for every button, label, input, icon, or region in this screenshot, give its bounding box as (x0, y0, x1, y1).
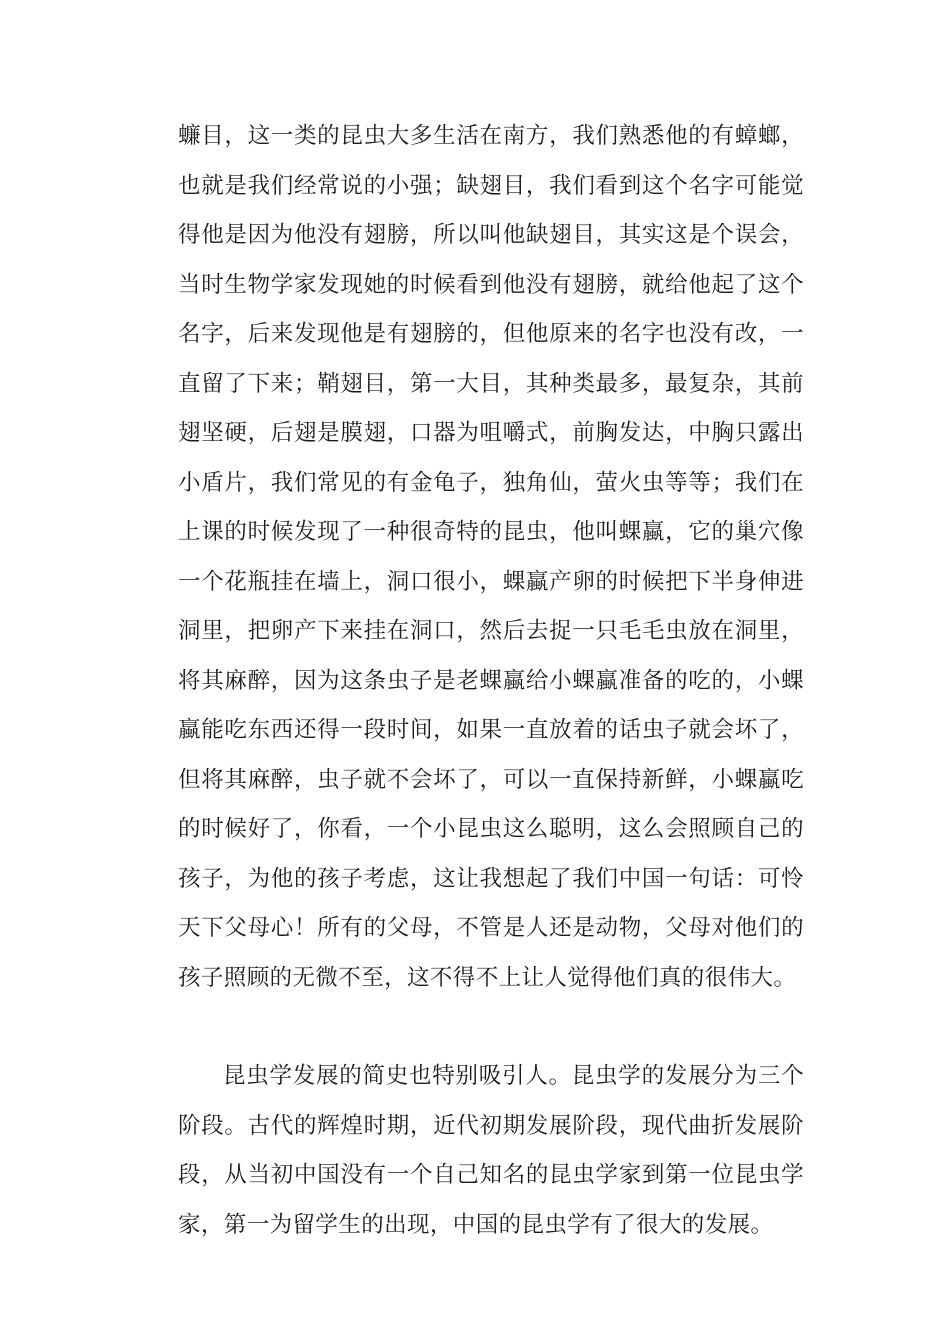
document-body (178, 112, 804, 1250)
body-paragraph: 蠊目，这一类的昆虫大多生活在南方，我们熟悉他的有蟑螂，也就是我们经常说的小强；缺翅目，我们看到这个名字可能觉得他是因为他没有翅膀，所以叫他缺翅目，其实这是个误会，当时生物学家发现她的时候看到他没有翅膀，就给他起了这个名字，后来发现他是有翅膀的，但他原来的名字也没有改，一直留了下来；鞘翅目，第一大目，其种类最多，最复杂，其前翅坚硬，后翅是膜翅，口器为咀嚼式，前胸发达，中胸只露出小盾片，我们常见的有金龟子，独角仙，萤火虫等等；我们在上课的时候发现了一种很奇特的昆虫，他叫蜾蠃，它的巢穴像一个花瓶挂在墙上，洞口很小，蜾蠃产卵的时候把下半身伸进洞里，把卵产下来挂在洞口，然后去捉一只毛毛虫放在洞里，将其麻醉，因为这条虫子是老蜾蠃给小蜾蠃准备的吃的，小蜾蠃能吃东西还得一段时间，如果一直放着的话虫子就会坏了，但将其麻醉，虫子就不会坏了，可以一直保持新鲜，小蜾蠃吃的时候好了，你看，一个小昆虫这么聪明，这么会照顾自己的孩子，为他的孩子考虑，这让我想起了我们中国一句话：可怜天下父母心！所有的父母，不管是人还是动物，父母对他们的孩子照顾的无微不至，这不得不上让人觉得他们真的很伟大。 (178, 123, 804, 991)
body-paragraph: 昆虫学发展的简史也特别吸引人。昆虫学的发展分为三个阶段。古代的辉煌时期，近代初期发展阶段，现代曲折发展阶段，从当初中国没有一个自己知名的昆虫学家到第一位昆虫学家，第一为留学生的出现，中国的昆虫学有了很大的发展。 (178, 1063, 804, 1238)
